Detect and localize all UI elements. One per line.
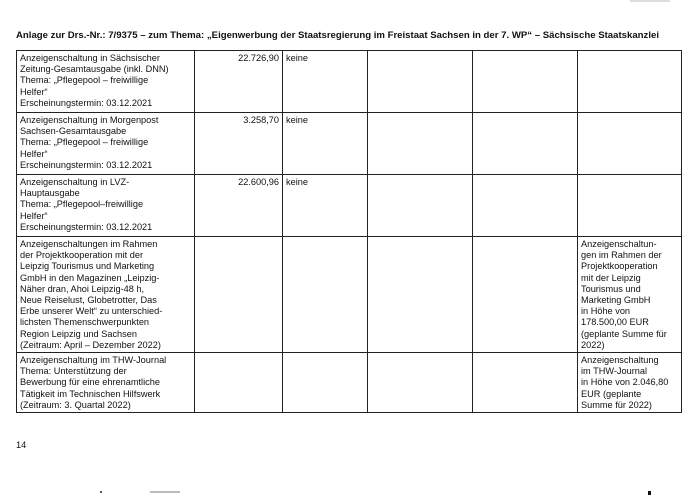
description-cell: Anzeigenschaltung in Sächsischer Zeitung-Gesamtausgabe (inkl. DNN) Thema: „Pflegepool – freiwillige Helfer“ Erscheinungstermin: 03.12.2021 (17, 51, 195, 113)
empty-cell (473, 175, 578, 237)
note-cell: keine (283, 175, 368, 237)
description-cell: Anzeigenschaltungen im Rahmen der Projektkooperation mit der Leipzig Tourismus und Marketing GmbH in den Magazinen „Leipzig- Näher dran, Ahoi Leipzig-48 h, Neue Reiselust, Globetrotter, Das Erbe unserer Welt“ zu unterschied- lichsten Themenschwerpunkten Region Leipzig und Sachsen (Zeitraum: April – Dezember 2022) (17, 237, 195, 353)
empty-cell (368, 175, 473, 237)
scan-artifact-mark (150, 491, 180, 493)
table-row (17, 51, 682, 113)
description-cell: Anzeigenschaltung im THW-Journal Thema: Unterstützung der Bewerbung für eine ehrenamtliche Tätigkeit im Technischen Hilfswerk (Zeitraum: 3. Quartal 2022) (17, 353, 195, 413)
amount-cell (195, 353, 283, 413)
table-row (17, 353, 682, 413)
amount-cell: 22.600,96 (195, 175, 283, 237)
remark-cell: Anzeigenschaltun- gen im Rahmen der Projektkooperation mit der Leipzig Tourismus und Marketing GmbH in Höhe von 178.500,00 EUR (geplante Summe für 2022) (578, 237, 682, 353)
empty-cell (473, 353, 578, 413)
page-number: 14 (16, 440, 27, 450)
table-row (17, 113, 682, 175)
empty-cell (368, 113, 473, 175)
scan-artifact-mark (100, 491, 102, 493)
ad-expenses-table (16, 50, 682, 413)
remark-cell (578, 175, 682, 237)
note-cell: keine (283, 51, 368, 113)
amount-cell (195, 237, 283, 353)
amount-cell: 22.726,90 (195, 51, 283, 113)
note-cell (283, 237, 368, 353)
remark-cell: Anzeigenschaltung im THW-Journal in Höhe von 2.046,80 EUR (geplante Summe für 2022) (578, 353, 682, 413)
table-row (17, 237, 682, 353)
empty-cell (473, 51, 578, 113)
document-header: Anlage zur Drs.-Nr.: 7/9375 – zum Thema: „Eigenwerbung der Staatsregierung im Freistaat Sachsen in der 7. WP“ – Sächsische Staatskanzlei (16, 30, 659, 41)
table-row (17, 175, 682, 237)
remark-cell (578, 51, 682, 113)
description-cell: Anzeigenschaltung in Morgenpost Sachsen-Gesamtausgabe Thema: „Pflegepool – freiwillige Helfer“ Erscheinungstermin: 03.12.2021 (17, 113, 195, 175)
note-cell: keine (283, 113, 368, 175)
empty-cell (473, 237, 578, 353)
scan-edge-mark (630, 0, 670, 2)
scan-artifact-strip (0, 489, 700, 496)
empty-cell (368, 237, 473, 353)
empty-cell (368, 353, 473, 413)
description-cell: Anzeigenschaltung in LVZ- Hauptausgabe Thema: „Pflegepool–freiwillige Helfer“ Erscheinungstermin: 03.12.2021 (17, 175, 195, 237)
empty-cell (368, 51, 473, 113)
remark-cell (578, 113, 682, 175)
empty-cell (473, 113, 578, 175)
scan-artifact-mark (648, 491, 651, 495)
note-cell (283, 353, 368, 413)
amount-cell: 3.258,70 (195, 113, 283, 175)
